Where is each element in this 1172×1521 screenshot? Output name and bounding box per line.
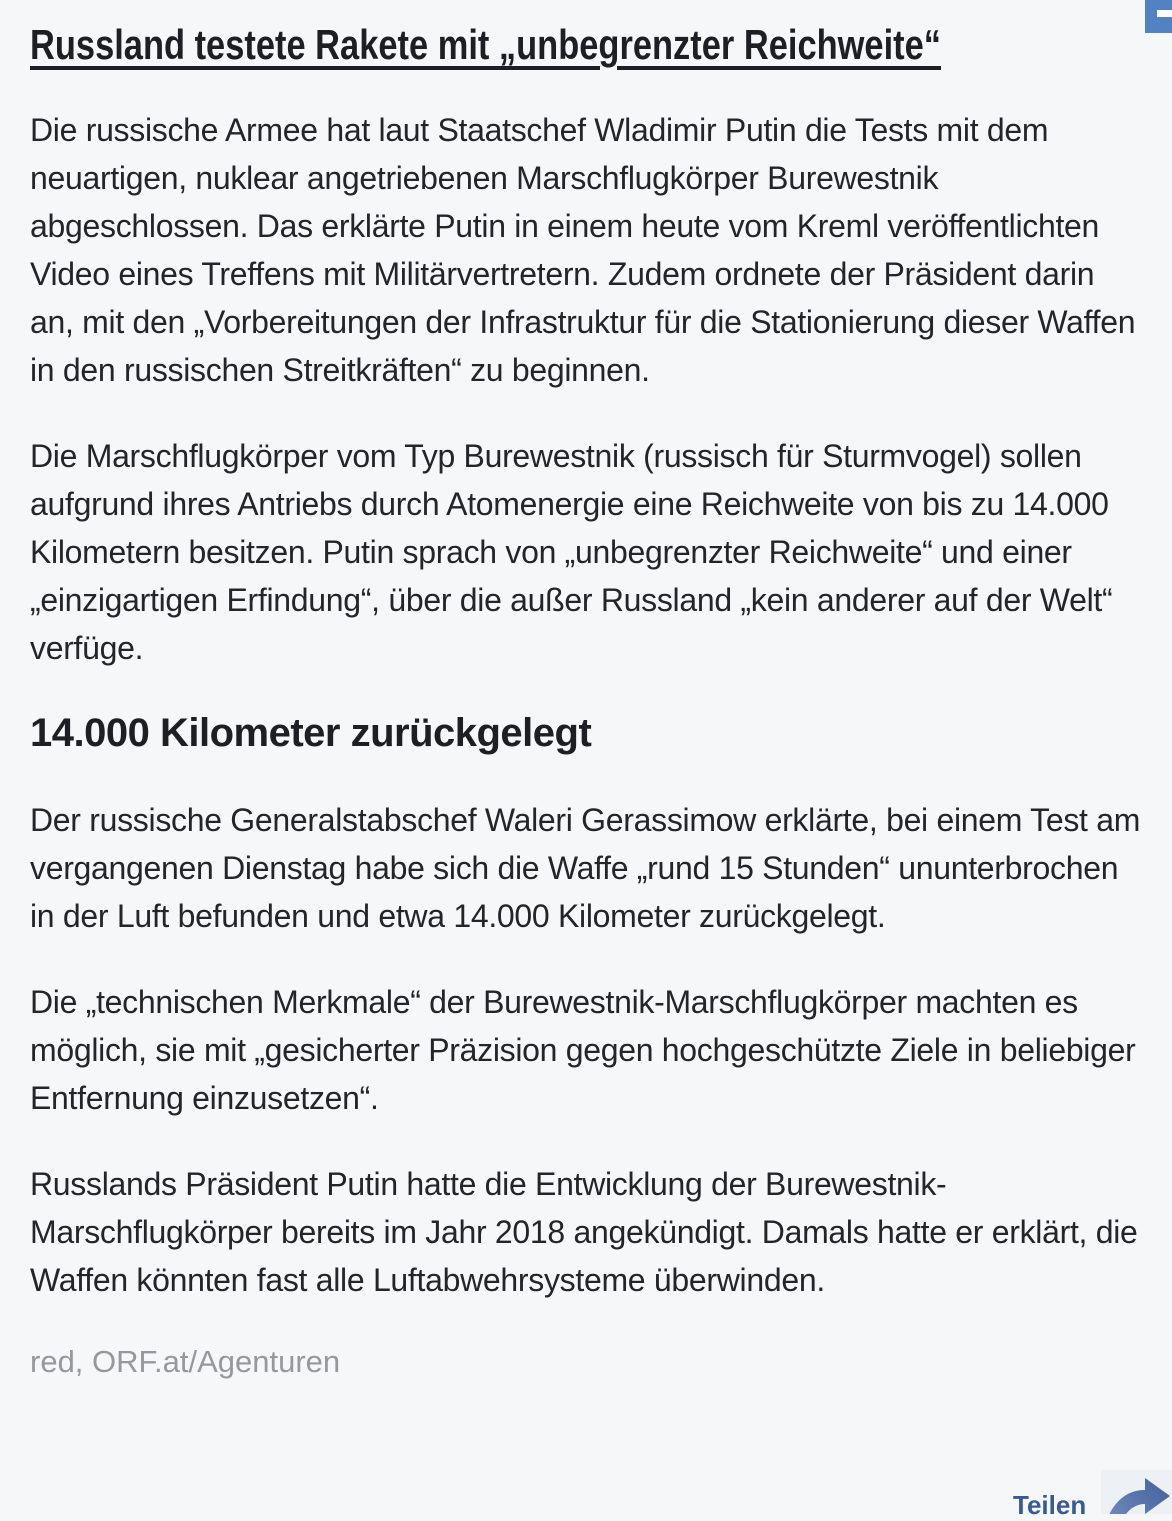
article-paragraph: Die „technischen Merkmale“ der Burewestnik-Marschflugkörper machten es möglich, sie mit „gesicherter Präzision gegen hochgeschützte Ziele in beliebiger Entfernung einzusetzen“. xyxy=(30,984,1136,1116)
top-right-cutoff-button[interactable] xyxy=(1145,0,1172,33)
list-icon-partial xyxy=(1157,10,1172,17)
article-headline-text: Russland testete Rakete mit „unbegrenzter Reichweite“ xyxy=(30,21,942,68)
share-button-label[interactable]: Teilen xyxy=(1013,1490,1087,1520)
article-byline: red, ORF.at/Agenturen xyxy=(30,1344,341,1379)
share-icon-button[interactable] xyxy=(1101,1470,1172,1514)
article-paragraph: Die Marschflugkörper vom Typ Burewestnik (russisch für Sturmvogel) sollen aufgrund ihres Antriebs durch Atomenergie eine Reichweite von bis zu 14.000 Kilometern besitzen. Putin sprach von „unbegrenzter Reichweite“ und einer „einzigartigen Erfindung“, über die außer Russland „kein anderer auf der Welt“ verfüge. xyxy=(30,438,1113,666)
article-paragraph: Die russische Armee hat laut Staatschef Wladimir Putin die Tests mit dem neuartigen, nuklear angetriebenen Marschflugkörper Burewestnik abgeschlossen. Das erklärte Putin in einem heute vom Kreml veröffentlichten Video eines Treffens mit Militärvertretern. Zudem ordnete der Präsident darin an, mit den „Vorbereitungen der Infrastruktur für die Stationierung dieser Waffen in den russischen Streitkräften“ zu beginnen. xyxy=(30,112,1136,388)
share-arrow-icon xyxy=(1101,1470,1172,1514)
article-subheading: 14.000 Kilometer zurückgelegt xyxy=(30,711,592,755)
article-paragraph: Der russische Generalstabschef Waleri Gerassimow erklärte, bei einem Test am vergangenen Dienstag habe sich die Waffe „rund 15 Stunden“ ununterbrochen in der Luft befunden und etwa 14.000 Kilometer zurückgelegt. xyxy=(30,802,1141,934)
article-paragraph: Russlands Präsident Putin hatte die Entwicklung der Burewestnik-Marschflugkörper bereits im Jahr 2018 angekündigt. Damals hatte er erklärt, die Waffen könnten fast alle Luftabwehrsysteme überwinden. xyxy=(30,1166,1138,1298)
article-headline[interactable] xyxy=(30,22,1142,68)
